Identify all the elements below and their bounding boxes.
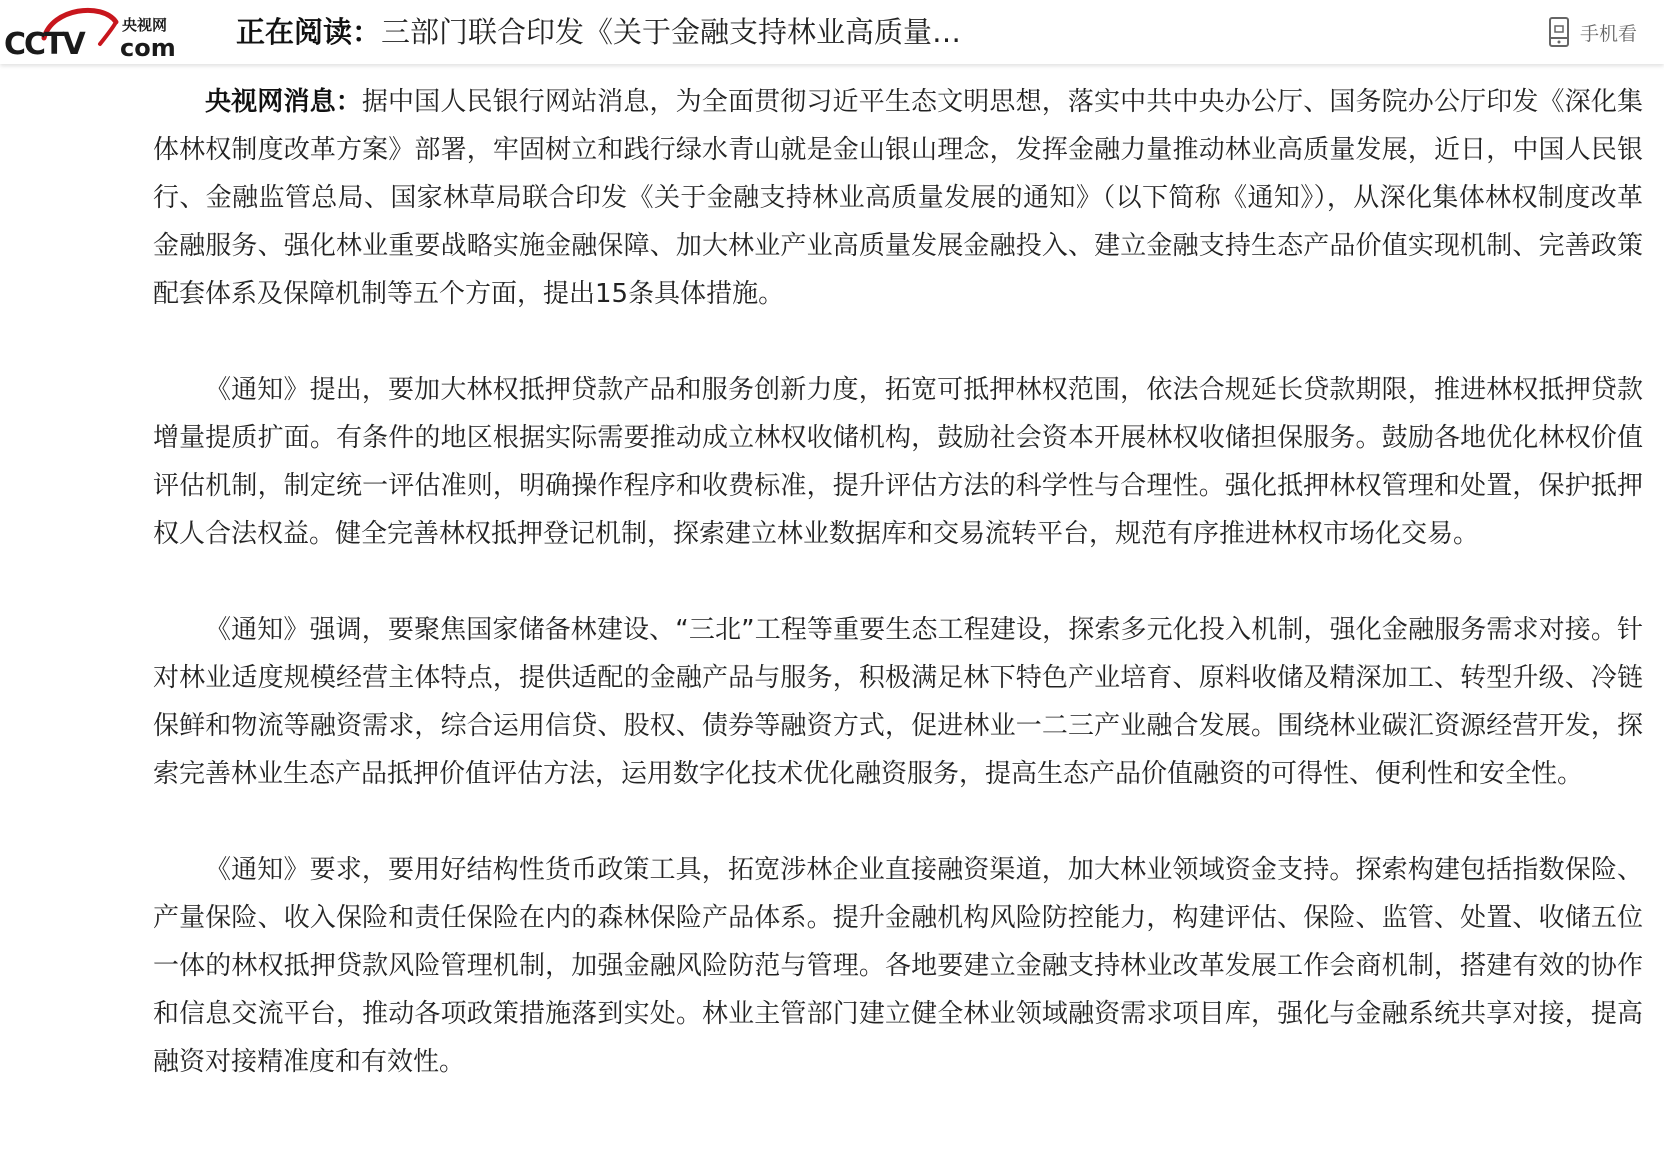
article-paragraph: 《通知》强调，要聚焦国家储备林建设、“三北”工程等重要生态工程建设，探索多元化投入机制，强化金融服务需求对接。针对林业适度规模经营主体特点，提供适配的金融产品与服务，积极满足林下特色产业培育、原料收储及精深加工、转型升级、冷链保鲜和物流等融资需求，综合运用信贷、股权、债券等融资方式，促进林业一二三产业融合发展。围绕林业碳汇资源经营开发，探索完善林业生态产品抵押价值评估方法，运用数字化技术优化融资服务，提高生态产品价值融资的可得性、便利性和安全性。 (153, 615, 1643, 789)
article-paragraph (153, 78, 1643, 318)
mobile-phone-icon (1548, 16, 1570, 48)
article-paragraph: 《通知》提出，要加大林权抵押贷款产品和服务创新力度，拓宽可抵押林权范围，依法合规延长贷款期限，推进林权抵押贷款增量提质扩面。有条件的地区根据实际需要推动成立林权收储机构，鼓励社会资本开展林权收储担保服务。鼓励各地优化林权价值评估机制，制定统一评估准则，明确操作程序和收费标准，提升评估方法的科学性与合理性。强化抵押林权管理和处置，保护抵押权人合法权益。健全完善林权抵押登记机制，探索建立林业数据库和交易流转平台，规范有序推进林权市场化交易。 (153, 375, 1643, 549)
top-bar (0, 0, 1664, 64)
svg-text:com: com (120, 34, 176, 62)
cctv-logo[interactable] (4, 4, 180, 62)
article-paragraph: 《通知》要求，要用好结构性货币政策工具，拓宽涉林企业直接融资渠道，加大林业领域资金支持。探索构建包括指数保险、产量保险、收入保险和责任保险在内的森林保险产品体系。提升金融机构风险防控能力，构建评估、保险、监管、处置、收储五位一体的林权抵押贷款风险管理机制，加强金融风险防范与管理。各地要建立金融支持林业改革发展工作会商机制，搭建有效的协作和信息交流平台，推动各项政策措施落到实处。林业主管部门建立健全林业领域融资需求项目库，强化与金融系统共享对接，提高融资对接精准度和有效性。 (153, 855, 1643, 1077)
mobile-view-label: 手机看 (1580, 22, 1638, 45)
svg-text:CCTV: CCTV (4, 27, 84, 62)
now-reading-text: 三部门联合印发《关于金融支持林业高质量… (381, 15, 962, 49)
article-paragraph-text: 据中国人民银行网站消息，为全面贯彻习近平生态文明思想，落实中共中央办公厅、国务院办公厅印发《深化集体林权制度改革方案》部署，牢固树立和践行绿水青山就是金山银山理念，发挥金融力量推动林业高质量发展，近日，中国人民银行、金融监管总局、国家林草局联合印发《关于金融支持林业高质量发展的通知》（以下简称《通知》），从深化集体林权制度改革金融服务、强化林业重要战略实施金融保障、加大林业产业高质量发展金融投入、建立金融支持生态产品价值实现机制、完善政策配套体系及保障机制等五个方面，提出15条具体措施。 (153, 87, 1643, 309)
now-reading-title[interactable] (236, 13, 961, 51)
article-body (153, 78, 1643, 1134)
mobile-view-button[interactable] (1548, 14, 1637, 50)
now-reading-label: 正在阅读： (236, 15, 382, 49)
svg-text:央视网: 央视网 (122, 16, 168, 34)
cctv-logo-icon (4, 4, 180, 62)
article-lead: 央视网消息： (205, 87, 362, 117)
